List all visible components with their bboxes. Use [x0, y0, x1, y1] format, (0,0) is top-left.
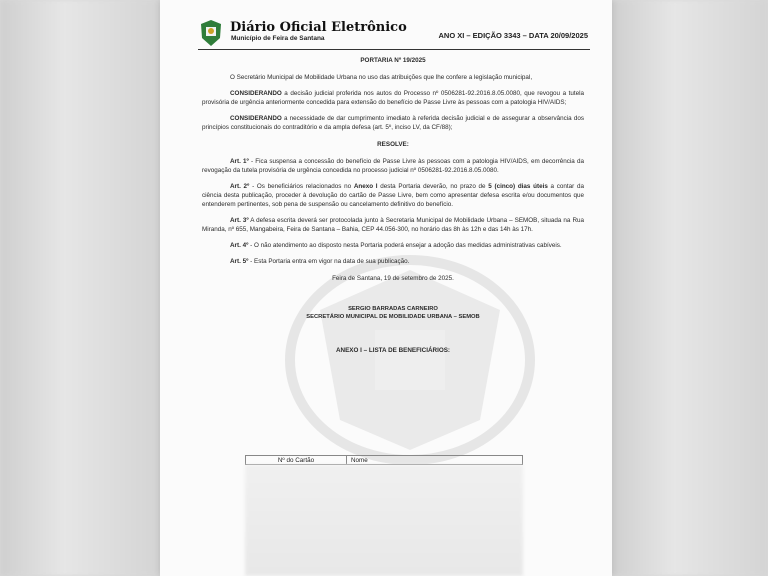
signer-name: SERGIO BARRADAS CARNEIRO	[348, 305, 438, 312]
blurred-table-content	[245, 465, 523, 576]
document-page	[160, 0, 612, 576]
coat-of-arms-icon	[198, 18, 224, 48]
article-4-label: Art. 4º	[230, 242, 249, 250]
considerando-label: CONSIDERANDO	[230, 115, 282, 123]
article-3-text: A defesa escrita deverá ser protocolada junto à Secretaria Municipal de Mobilidade Urbana – SEMOB, situada na Rua Miranda, nº 655, Mangabeira, Feira de Santana – Bahia, CEP 44.056-300, no horário das 8h às 12h e das 14h às 17h.	[202, 217, 584, 234]
article-2-deadline: 5 (cinco) dias úteis	[488, 182, 548, 190]
article-5-label: Art. 5º	[230, 258, 249, 266]
masthead-subtitle: Município de Feira de Santana	[231, 35, 325, 42]
signer-role: SECRETÁRIO MUNICIPAL DE MOBILIDADE URBANA – SEMOB	[306, 314, 480, 321]
article-2-text-b: desta Portaria deverão, no prazo de	[377, 182, 489, 190]
article-1	[202, 157, 584, 175]
considerando-1	[202, 89, 584, 107]
signature-block	[202, 305, 584, 322]
considerando-label: CONSIDERANDO	[230, 90, 282, 98]
considerando-2-text: a necessidade de dar cumprimento imediato à referida decisão judicial e de assegurar a observância dos princípios constitucionais do contraditório e da ampla defesa (art. 5º, inciso LV, da CF/88);	[202, 115, 584, 132]
article-2-label: Art. 2º	[230, 182, 250, 190]
article-4	[202, 241, 584, 250]
article-2-anexo: Anexo I	[353, 182, 378, 190]
col-name-header: Nome	[347, 456, 523, 465]
place-date: Feira de Santana, 19 de setembro de 2025.	[332, 274, 454, 282]
col-card-header: Nº do Cartão	[246, 456, 347, 465]
table-header-row	[246, 456, 523, 465]
beneficiaries-table	[245, 455, 523, 465]
article-5-text: - Esta Portaria entra em vigor na data de sua publicação.	[248, 258, 410, 266]
article-1-text: - Fica suspensa a concessão do benefício de Passe Livre às pessoas com a patologia HIV/AIDS, em decorrência da revogação da tutela provisória de urgência concedida no processo judicial nº 0506281-92.2016.8.05.0080.	[202, 157, 584, 174]
article-2-text-a: - Os beneficiários relacionados no	[249, 182, 354, 190]
article-2	[202, 182, 584, 209]
annex-title: ANEXO I – LISTA DE BENEFICIÁRIOS:	[335, 346, 451, 354]
article-5	[202, 257, 584, 266]
article-4-text: - O não atendimento ao disposto nesta Portaria poderá ensejar a adoção das medidas administrativas cabíveis.	[248, 242, 562, 250]
resolve-heading: RESOLVE:	[377, 140, 409, 148]
masthead	[198, 18, 588, 48]
masthead-title: Diário Oficial Eletrônico	[230, 20, 407, 35]
blurred-background-right	[612, 0, 768, 576]
header-divider	[198, 49, 590, 50]
considerando-1-text: a decisão judicial proferida nos autos do Processo nº 0506281-92.2016.8.05.0080, que revogou a tutela provisória de urgência anteriormente concedida para extensão do benefício de Passe Livre às pessoas com a patologia HIV/AIDS;	[202, 90, 584, 107]
portaria-number: PORTARIA Nº 19/2025	[360, 57, 426, 64]
article-3	[202, 216, 584, 234]
blurred-background-left	[0, 0, 160, 576]
considerando-2	[202, 114, 584, 132]
article-3-label: Art. 3º	[230, 217, 249, 225]
edition-info: ANO XI – EDIÇÃO 3343 – DATA 20/09/2025	[438, 31, 588, 40]
intro-paragraph: O Secretário Municipal de Mobilidade Urbana no uso das atribuições que lhe confere a legislação municipal,	[230, 74, 533, 82]
article-2-text-c: a contar da ciência desta publicação, proceder à devolução do cartão de Passe Livre, bem como apresentar defesa escrita e/ou documentos que entenderem pertinentes, sob pena de suspensão ou cancelamento definitivo do benefício.	[202, 182, 584, 209]
article-1-label: Art. 1º	[230, 157, 249, 165]
document-body	[202, 56, 584, 355]
